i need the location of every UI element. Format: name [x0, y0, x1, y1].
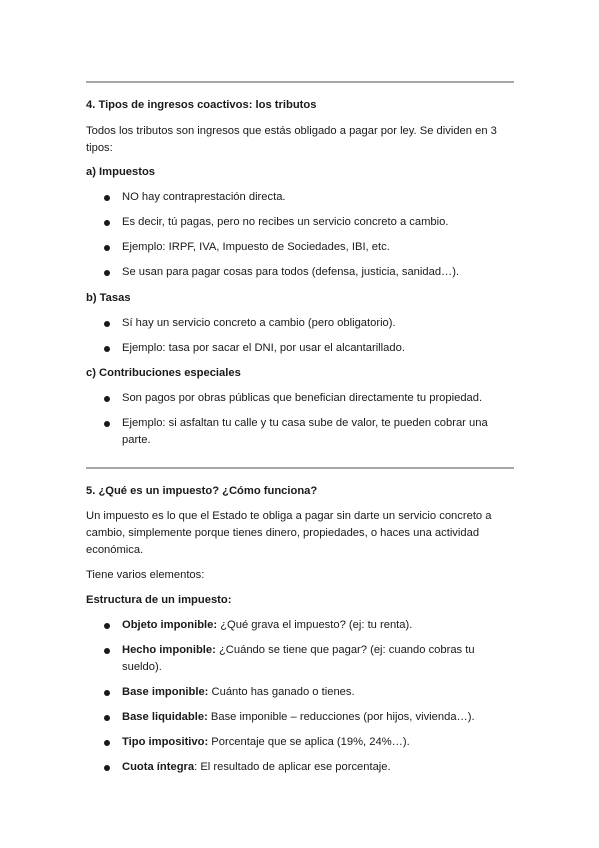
contribuciones-title: c) Contribuciones especiales [86, 367, 241, 379]
section-4-intro-line-2: tipos: [86, 142, 113, 154]
tasas-item: Ejemplo: tasa por sacar el DNI, por usar el alcantarillado. [122, 342, 405, 354]
bullet-icon [104, 715, 110, 721]
structure-term: Objeto imponible: [122, 619, 218, 631]
structure-term: Base liquidable: [122, 711, 208, 723]
structure-desc: Cuánto has ganado o tienes. [208, 686, 355, 698]
elements-line: Tiene varios elementos: [86, 569, 205, 581]
section-5-intro-line-2: cambio, simplemente porque tienes dinero, propiedades, o haces una actividad [86, 527, 480, 539]
structure-term: Hecho imponible: [122, 644, 216, 656]
section-5-intro-line-3: económica. [86, 544, 144, 556]
impuestos-item: Es decir, tú pagas, pero no recibes un servicio concreto a cambio. [122, 216, 449, 228]
impuestos-item: NO hay contraprestación directa. [122, 191, 286, 203]
bullet-icon [104, 321, 110, 327]
bullet-icon [104, 220, 110, 226]
structure-item [122, 617, 514, 634]
bullet-icon [104, 346, 110, 352]
bullet-icon [104, 421, 110, 427]
structure-term: Cuota íntegra [122, 761, 195, 773]
structure-item [122, 684, 514, 701]
structure-term: Tipo impositivo: [122, 736, 209, 748]
structure-item [122, 642, 514, 659]
section-divider-top [86, 81, 514, 83]
bullet-icon [104, 690, 110, 696]
impuestos-item: Se usan para pagar cosas para todos (defensa, justicia, sanidad…). [122, 266, 460, 278]
structure-desc: : El resultado de aplicar ese porcentaje. [194, 761, 391, 773]
bullet-icon [104, 270, 110, 276]
impuestos-title: a) Impuestos [86, 166, 156, 178]
structure-item-continuation: sueldo). [122, 661, 162, 673]
impuestos-item: Ejemplo: IRPF, IVA, Impuesto de Sociedades, IBI, etc. [122, 241, 390, 253]
section-divider-middle [86, 467, 514, 469]
bullet-icon [104, 623, 110, 629]
structure-desc: Base imponible – reducciones (por hijos, vivienda…). [207, 711, 475, 723]
structure-title: Estructura de un impuesto: [86, 594, 232, 606]
tasas-title: b) Tasas [86, 292, 131, 304]
structure-item [122, 709, 514, 726]
contribuciones-item: Ejemplo: si asfaltan tu calle y tu casa sube de valor, te pueden cobrar una [122, 417, 488, 429]
contribuciones-item-continuation: parte. [122, 434, 151, 446]
structure-desc: ¿Cuándo se tiene que pagar? (ej: cuando cobras tu [215, 644, 475, 656]
structure-term: Base imponible: [122, 686, 209, 698]
structure-desc: ¿Qué grava el impuesto? (ej: tu renta). [217, 619, 413, 631]
tasas-item: Sí hay un servicio concreto a cambio (pero obligatorio). [122, 317, 396, 329]
bullet-icon [104, 648, 110, 654]
bullet-icon [104, 195, 110, 201]
contribuciones-item: Son pagos por obras públicas que benefician directamente tu propiedad. [122, 392, 483, 404]
structure-item [122, 759, 514, 776]
section-4-heading: 4. Tipos de ingresos coactivos: los tributos [86, 99, 317, 111]
section-5-intro-line-1: Un impuesto es lo que el Estado te obliga a pagar sin darte un servicio concreto a [86, 510, 492, 522]
bullet-icon [104, 245, 110, 251]
structure-desc: Porcentaje que se aplica (19%, 24%…). [208, 736, 410, 748]
bullet-icon [104, 396, 110, 402]
bullet-icon [104, 765, 110, 771]
structure-item [122, 734, 514, 751]
section-4-intro-line-1: Todos los tributos son ingresos que estás obligado a pagar por ley. Se dividen en 3 [86, 125, 497, 137]
section-5-heading: 5. ¿Qué es un impuesto? ¿Cómo funciona? [86, 485, 318, 497]
bullet-icon [104, 740, 110, 746]
